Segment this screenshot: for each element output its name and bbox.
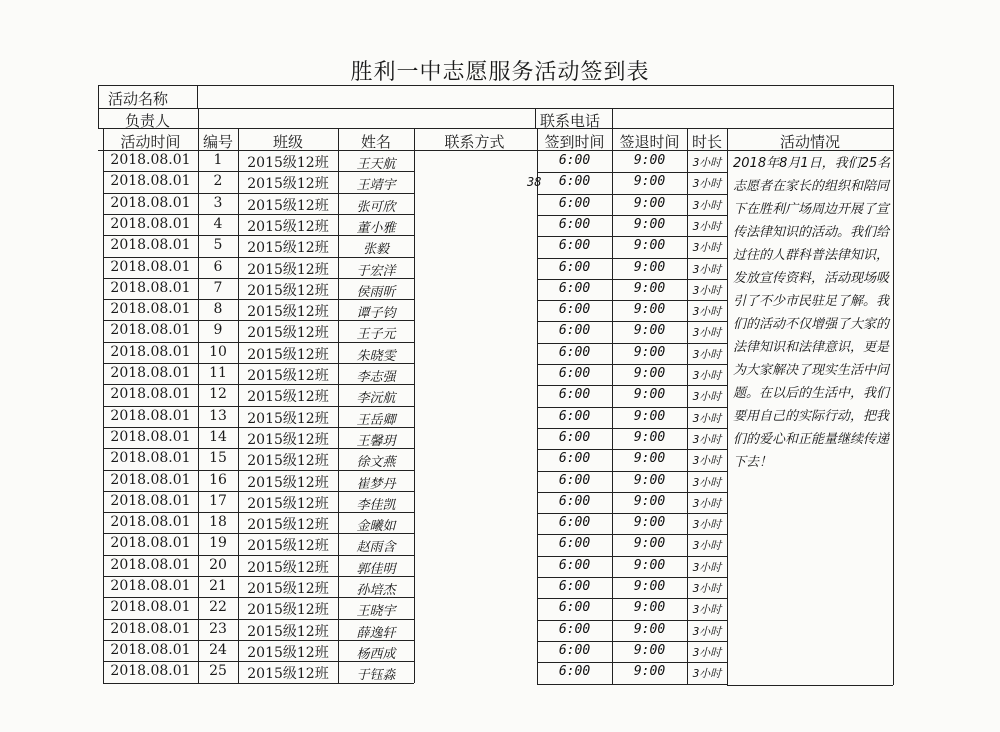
row-signin: 6:00 <box>558 621 591 637</box>
header-no: 编号 <box>202 133 233 151</box>
row-signin: 6:00 <box>558 216 591 232</box>
row-duration: 3小时 <box>692 624 722 638</box>
row-signout: 9:00 <box>633 515 666 531</box>
table-rule <box>537 172 727 173</box>
header-contact: 联系方式 <box>444 133 505 151</box>
row-signout: 9:00 <box>633 344 666 360</box>
row-signin: 6:00 <box>558 323 591 339</box>
row-class: 2015级12班 <box>247 176 329 193</box>
row-signin: 6:00 <box>558 472 591 488</box>
row-signout: 9:00 <box>633 600 666 616</box>
row-signin: 6:00 <box>558 153 591 168</box>
row-duration: 3小时 <box>692 645 722 659</box>
row-signout: 9:00 <box>633 302 666 318</box>
row-duration: 3小时 <box>692 156 722 169</box>
row-number: 24 <box>209 641 227 658</box>
row-signout: 9:00 <box>633 387 666 403</box>
row-date: 2018.08.01 <box>110 386 191 403</box>
leader-label: 负责人 <box>125 112 171 130</box>
row-name: 谭子钧 <box>356 306 396 322</box>
row-signout: 9:00 <box>633 429 666 445</box>
row-signout: 9:00 <box>633 153 666 168</box>
header-duration: 时长 <box>691 133 722 151</box>
row-signin: 6:00 <box>558 579 591 594</box>
row-class: 2015级12班 <box>247 155 329 171</box>
row-date: 2018.08.01 <box>110 279 191 296</box>
row-duration: 3小时 <box>692 390 722 404</box>
row-class: 2015级12班 <box>247 431 329 448</box>
row-class: 2015级12班 <box>247 623 329 640</box>
row-signin: 6:00 <box>558 259 591 275</box>
table-rule <box>537 534 727 535</box>
header-name: 姓名 <box>360 133 391 151</box>
row-class: 2015级12班 <box>247 581 329 597</box>
row-signin: 6:00 <box>558 642 591 658</box>
row-class: 2015级12班 <box>247 453 329 470</box>
row-signout: 9:00 <box>633 195 666 211</box>
table-rule <box>537 428 727 429</box>
table-rule <box>612 108 613 128</box>
row-signout: 9:00 <box>633 579 666 594</box>
table-rule <box>537 598 727 599</box>
row-number: 11 <box>209 365 227 381</box>
row-date: 2018.08.01 <box>110 492 191 509</box>
row-signin: 6:00 <box>558 493 591 509</box>
row-number: 1 <box>213 152 223 168</box>
row-number: 17 <box>209 492 227 509</box>
row-name: 李志强 <box>356 370 396 385</box>
row-class: 2015级12班 <box>247 389 329 406</box>
row-number: 3 <box>213 194 223 211</box>
table-rule <box>537 194 727 195</box>
row-signout: 9:00 <box>633 493 666 509</box>
row-date: 2018.08.01 <box>110 237 191 254</box>
row-number: 25 <box>209 663 227 680</box>
row-class: 2015级12班 <box>247 346 329 363</box>
row-date: 2018.08.01 <box>110 599 191 616</box>
row-date: 2018.08.01 <box>110 152 191 168</box>
table-rule <box>537 321 727 322</box>
row-number: 21 <box>209 578 227 594</box>
row-duration: 3小时 <box>692 667 722 681</box>
row-name: 王靖宇 <box>356 178 396 194</box>
row-signin: 6:00 <box>558 195 591 211</box>
header-signout: 签退时间 <box>619 133 680 151</box>
row-number: 4 <box>213 215 223 232</box>
row-date: 2018.08.01 <box>110 471 191 488</box>
row-duration: 3小时 <box>692 326 722 340</box>
row-signout: 9:00 <box>633 323 666 339</box>
row-duration: 3小时 <box>692 241 722 255</box>
table-rule <box>537 258 727 259</box>
row-name: 金曦如 <box>356 519 396 535</box>
row-signin: 6:00 <box>558 238 591 254</box>
row-name: 王馨玥 <box>356 433 396 449</box>
row-class: 2015级12班 <box>247 240 329 257</box>
row-class: 2015级12班 <box>247 218 329 235</box>
table-rule <box>893 85 894 685</box>
row-name: 王晓宇 <box>356 604 396 620</box>
table-rule <box>537 556 727 557</box>
row-name: 于宏洋 <box>356 263 396 279</box>
row-name: 于钰淼 <box>356 668 396 684</box>
row-date: 2018.08.01 <box>110 428 191 445</box>
header-signin: 签到时间 <box>544 133 605 151</box>
row-number: 12 <box>209 386 227 403</box>
row-duration: 3小时 <box>692 177 722 191</box>
row-number: 10 <box>209 343 227 360</box>
row-class: 2015级12班 <box>247 368 329 384</box>
row-signout: 9:00 <box>633 408 666 424</box>
row-name: 薛逸轩 <box>356 625 396 641</box>
row-duration: 3小时 <box>692 262 722 276</box>
row-signin: 6:00 <box>558 515 591 531</box>
row-duration: 3小时 <box>692 603 722 617</box>
page-title: 胜利一中志愿服务活动签到表 <box>350 60 650 85</box>
row-name: 王岳卿 <box>356 412 396 428</box>
row-number: 18 <box>209 514 227 531</box>
row-signin: 6:00 <box>558 408 591 424</box>
row-class: 2015级12班 <box>247 495 329 512</box>
header-time: 活动时间 <box>120 133 181 151</box>
table-rule <box>98 85 893 86</box>
row-date: 2018.08.01 <box>110 641 191 658</box>
phone-label: 联系电话 <box>540 112 601 130</box>
table-rule <box>727 685 893 686</box>
table-rule <box>537 236 727 237</box>
table-rule <box>537 300 727 301</box>
table-rule <box>537 385 727 386</box>
table-rule <box>537 577 727 578</box>
row-duration: 3小时 <box>692 283 722 297</box>
row-signout: 9:00 <box>633 557 666 573</box>
row-signout: 9:00 <box>633 280 666 296</box>
table-rule <box>537 471 727 472</box>
row-name: 王天航 <box>356 157 396 172</box>
table-rule <box>537 641 727 642</box>
row-duration: 3小时 <box>692 411 722 425</box>
row-date: 2018.08.01 <box>110 215 191 232</box>
table-rule <box>198 108 199 128</box>
row-duration: 3小时 <box>692 560 722 574</box>
table-rule <box>537 364 727 365</box>
row-signin: 6:00 <box>558 302 591 318</box>
row-name: 孙培杰 <box>356 583 396 598</box>
table-rule <box>535 108 536 128</box>
row-name: 董小雅 <box>356 220 396 236</box>
row-class: 2015级12班 <box>247 559 329 576</box>
row-date: 2018.08.01 <box>110 450 191 467</box>
row-date: 2018.08.01 <box>110 535 191 552</box>
row-name: 侯雨昕 <box>356 284 396 300</box>
row-class: 2015级12班 <box>247 644 329 661</box>
row-date: 2018.08.01 <box>110 407 191 424</box>
row-duration: 3小时 <box>692 454 722 468</box>
row-duration: 3小时 <box>692 432 722 446</box>
row-number: 16 <box>209 471 227 488</box>
row-name: 李沅航 <box>356 391 396 407</box>
table-rule <box>537 343 727 344</box>
row-signin: 6:00 <box>558 429 591 445</box>
header-situation: 活动情况 <box>779 133 840 151</box>
row-number: 23 <box>209 620 227 637</box>
row-date: 2018.08.01 <box>110 514 191 531</box>
row-date: 2018.08.01 <box>110 663 191 680</box>
row-date: 2018.08.01 <box>110 194 191 211</box>
row-date: 2018.08.01 <box>110 301 191 318</box>
table-rule <box>537 279 727 280</box>
row-class: 2015级12班 <box>247 325 329 342</box>
row-duration: 3小时 <box>692 475 722 489</box>
row-signout: 9:00 <box>633 621 666 637</box>
row-signout: 9:00 <box>633 174 666 190</box>
row-duration: 3小时 <box>692 219 722 233</box>
table-rule <box>537 662 727 663</box>
row-date: 2018.08.01 <box>110 578 191 594</box>
row-duration: 3小时 <box>692 198 722 212</box>
row-class: 2015级12班 <box>247 304 329 321</box>
header-class: 班级 <box>272 133 303 151</box>
table-rule <box>537 620 727 621</box>
row-class: 2015级12班 <box>247 282 329 299</box>
table-rule <box>414 128 415 683</box>
row-date: 2018.08.01 <box>110 556 191 573</box>
row-duration: 3小时 <box>692 582 722 595</box>
row-date: 2018.08.01 <box>110 258 191 275</box>
row-name: 朱晓雯 <box>356 348 396 364</box>
table-rule <box>537 492 727 493</box>
row-number: 13 <box>209 407 227 424</box>
row-signout: 9:00 <box>633 536 666 552</box>
activity-name-label: 活动名称 <box>108 90 169 108</box>
row-class: 2015级12班 <box>247 197 329 214</box>
row-number: 2 <box>213 173 223 190</box>
table-rule <box>537 684 727 685</box>
row-date: 2018.08.01 <box>110 620 191 637</box>
row-name: 杨西成 <box>356 646 396 662</box>
row-name: 王子元 <box>356 327 396 343</box>
row-signout: 9:00 <box>633 259 666 275</box>
row-signin: 6:00 <box>558 600 591 616</box>
row-duration: 3小时 <box>692 518 722 532</box>
row-date: 2018.08.01 <box>110 173 191 190</box>
row-duration: 3小时 <box>692 369 722 382</box>
row-date: 2018.08.01 <box>110 322 191 339</box>
row-name: 徐文燕 <box>356 455 396 471</box>
row-duration: 3小时 <box>692 347 722 361</box>
row-number: 7 <box>213 279 223 296</box>
row-signout: 9:00 <box>633 366 666 381</box>
table-rule <box>98 85 99 128</box>
table-rule <box>98 128 893 129</box>
row-signout: 9:00 <box>633 451 666 467</box>
row-signout: 9:00 <box>633 216 666 232</box>
row-name: 郭佳明 <box>356 561 396 577</box>
row-signin: 6:00 <box>558 174 591 190</box>
row-signin: 6:00 <box>558 451 591 467</box>
row-number: 6 <box>213 258 223 275</box>
row-signout: 9:00 <box>633 664 666 680</box>
row-duration: 3小时 <box>692 305 722 319</box>
table-rule <box>197 85 198 108</box>
row-signout: 9:00 <box>633 642 666 658</box>
row-class: 2015级12班 <box>247 538 329 555</box>
row-signin: 6:00 <box>558 344 591 360</box>
row-number: 19 <box>209 535 227 552</box>
row-class: 2015级12班 <box>247 602 329 619</box>
row-signin: 6:00 <box>558 536 591 552</box>
row-signin: 6:00 <box>558 280 591 296</box>
table-rule <box>98 108 893 109</box>
row-signout: 9:00 <box>633 238 666 254</box>
row-date: 2018.08.01 <box>110 343 191 360</box>
table-rule <box>537 513 727 514</box>
row-signin: 6:00 <box>558 366 591 381</box>
row-name: 赵雨含 <box>356 540 396 556</box>
table-rule <box>537 449 727 450</box>
row-number: 5 <box>213 237 223 254</box>
row-number: 14 <box>209 428 227 445</box>
row-signin: 6:00 <box>558 664 591 680</box>
activity-situation-notes: 2018年8月1日，我们25名志愿者在家长的组织和陪同下在胜利广场周边开展了宣传法律知识的活动。我们给过往的人群科普法律知识，发放宣传资料，活动现场吸引了不少市民驻足了解。我们的活动不仅增强了大家的法律知识和法律意识，更是为大家解决了现实生活中问题。在以后的生活中，我们要用自己的实际行动，把我们的爱心和正能量继续传递下去！ <box>733 156 891 470</box>
table-rule <box>537 215 727 216</box>
row-class: 2015级12班 <box>247 474 329 491</box>
row-class: 2015级12班 <box>247 666 329 683</box>
row-name: 张毅 <box>362 242 389 258</box>
row-class: 2015级12班 <box>247 517 329 534</box>
margin-mark: 38 <box>527 175 542 189</box>
row-signout: 9:00 <box>633 472 666 488</box>
row-duration: 3小时 <box>692 539 722 553</box>
row-signin: 6:00 <box>558 387 591 403</box>
row-class: 2015级12班 <box>247 410 329 427</box>
row-name: 崔梦丹 <box>356 476 396 492</box>
row-number: 20 <box>209 556 227 573</box>
row-number: 9 <box>213 322 223 339</box>
table-rule <box>537 407 727 408</box>
row-duration: 3小时 <box>692 496 722 510</box>
row-number: 15 <box>209 450 227 467</box>
row-class: 2015级12班 <box>247 261 329 278</box>
row-name: 李佳凯 <box>356 497 396 513</box>
table-rule <box>727 128 728 685</box>
row-name: 张可欣 <box>356 199 396 215</box>
row-number: 22 <box>209 599 227 616</box>
row-date: 2018.08.01 <box>110 365 191 381</box>
row-number: 8 <box>213 301 223 318</box>
row-signin: 6:00 <box>558 557 591 573</box>
